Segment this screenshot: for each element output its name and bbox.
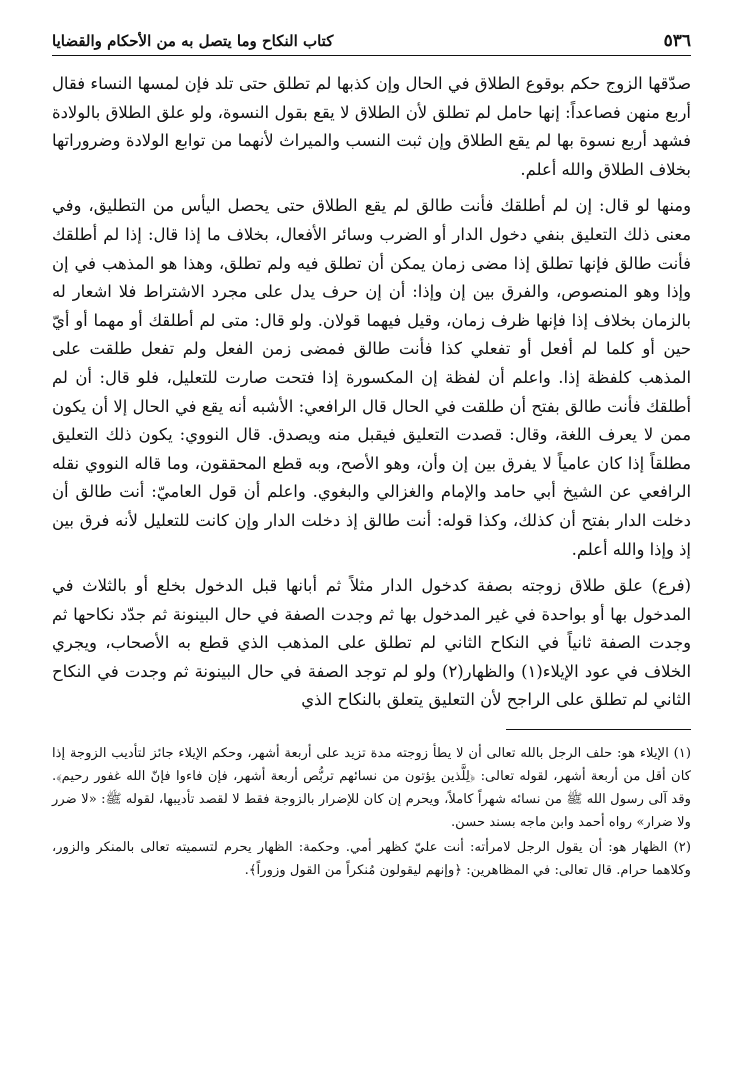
paragraph: ومنها لو قال: إن لم أطلقك فأنت طالق لم يقع الطلاق حتى يحصل اليأس من التطليق، وفي معنى ذلك التعليق بنفي دخول الدار أو الضرب وسائر الأفعال، بخلاف ما إذا قال: إذا لم أطلقك فأنت طالق فإنها تطلق إذا مضى زمان يمكن أن تطلق فيه ولم تطلق، وهذا هو المذهب في إن وإذا وهو المنصوص، والفرق بين إن وإذا: أن إن حرف يدل على مجرد الاشتراط فلا اشعار له بالزمان بخلاف إذا فإنها ظرف زمان، وقيل فيهما قولان. ولو قال: متى لم أطلقك أو مهما أو أيّ حين أو كلما لم أفعل أو تفعلي كذا فأنت طالق فمضى زمن الفعل ولم تفعل طلقت على المذهب كلفظة إذا. واعلم أن لفظة إن المكسورة إذا فتحت صارت للتعليل، فلو قال: أن لم أطلقك فأنت طالق بفتح أن طلقت في الحال قال الرافعي: الأشبه أنه يقع في الحال إلا أن يكون ممن لا يعرف اللغة، وقال: قصدت التعليق فيقبل منه ويصدق. قال النووي: يكون ذلك التعليق مطلقاً إذا كان عامياً لا يفرق بين إن وأن، وهو الأصح، وبه قطع المحققون، وما قاله النووي نقله الرافعي عن الشيخ أبي حامد والإمام والغزالي والبغوي. واعلم أن قول العاميّ: أنت طالق أن دخلت الدار بفتح أن كذلك، وكذا قوله: أنت طالق إذ دخلت الدار وإن كانت للتعليل لأنه فرق بين إذ وإذا والله أعلم. xyxy=(52,196,691,559)
paragraph: صدّقها الزوج حكم بوقوع الطلاق في الحال وإن كذبها لم تطلق حتى تلد فإن لمسها النساء فقال أربع منهن فصاعداً: إنها حامل لم تطلق لأن الطلاق لا يقع بقول النسوة، ولو علق الطلاق بالولادة فشهد أربع نسوة بها لم يقع الطلاق وإن ثبت النسب والميراث لأنهما من توابع الولادة وضروراتها بخلاف الطلاق والله أعلم. xyxy=(52,74,691,179)
page-number: ٥٣٦ xyxy=(663,31,691,51)
footnotes xyxy=(52,742,691,882)
footnote-separator xyxy=(506,729,691,730)
footnote: (٢) الظهار هو: أن يقول الرجل لامرأته: أنت عليّ كظهر أمي. وحكمة: الظهار يحرم لتسميته تعالى بالمنكر والزور، وكلاهما حرام. قال تعالى: في المظاهرين: ﴿وإنهم ليقولون مُنكراً من القول وزوراً﴾. xyxy=(52,840,691,879)
main-text xyxy=(52,70,691,715)
footnote: (١) الإيلاء هو: حلف الرجل بالله تعالى أن لا يطأ زوجته مدة تزيد على أربعة أشهر، وحكم الإيلاء جائز لتأديب الزوجة إذا كان أقل من أربعة أشهر، لقوله تعالى: ﴿لِلَّذين يؤتون من نسائهم تربُّص أربعة أشهر، فإن فاءوا فإنّ الله غفور رحيم﴾. وقد آلى رسول الله ﷺ من نسائه شهراً كاملاً، ويحرم إن كان للإضرار بالزوجة فقط لا لقصد تأديبها، لقوله ﷺ: «لا ضرر ولا ضرار» رواه أحمد وابن ماجه بسند حسن. xyxy=(52,746,691,831)
chapter-title: كتاب النكاح وما يتصل به من الأحكام والقضايا xyxy=(52,32,334,50)
running-header xyxy=(52,30,691,56)
paragraph: (فرع) علق طلاق زوجته بصفة كدخول الدار مثلاً ثم أبانها قبل الدخول بخلع أو بالثلاث في المدخول بها أو بواحدة في غير المدخول بها ثم وجدت الصفة في حال البينونة ثم جدّد نكاحها ثم وجدت الصفة ثانياً في النكاح الثاني لم تطلق على المذهب الذي قطع به الأصحاب، ويجري الخلاف في عود الإيلاء(١) والظهار(٢) ولو لم توجد الصفة في حال البينونة ثم وجدت في النكاح الثاني لم تطلق على الراجح لأن التعليق يتعلق بالنكاح الذي xyxy=(52,576,691,710)
